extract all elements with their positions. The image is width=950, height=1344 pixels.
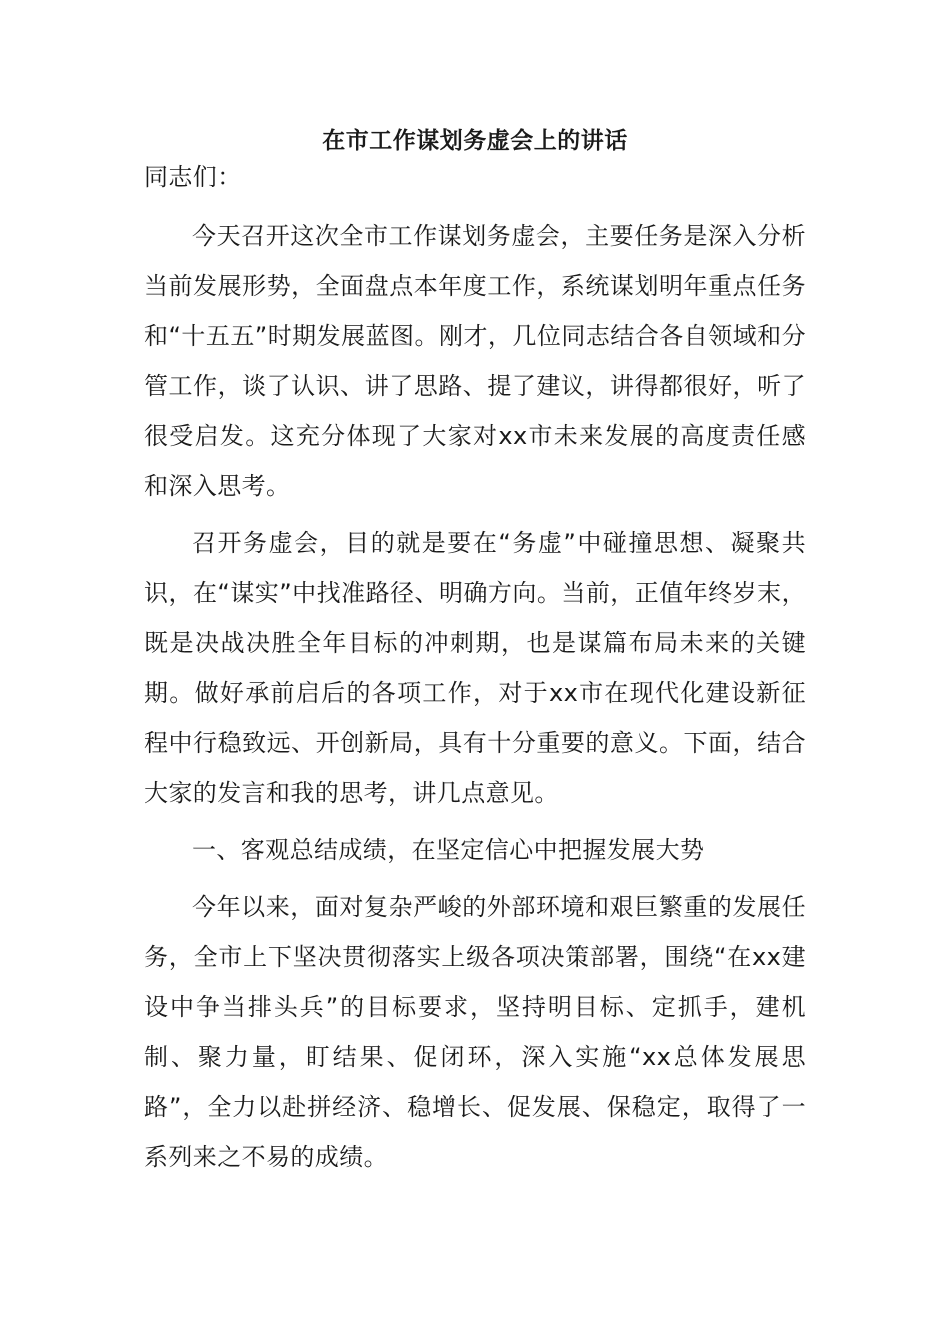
section-heading: 一、客观总结成绩，在坚定信心中把握发展大势 bbox=[192, 836, 705, 864]
paragraph-purpose: 召开务虚会，目的就是要在“务虚”中碰撞思想、凝聚共识，在“谋实”中找准路径、明确方向。当前，正值年终岁末，既是决战决胜全年目标的冲刺期，也是谋篇布局未来的关键期。做好承前启后的各项工作，对于xx市在现代化建设新征程中行稳致远、开创新局，具有十分重要的意义。下面，结合大家的发言和我的思考，讲几点意见。 bbox=[144, 529, 806, 807]
paragraph-achievements: 今年以来，面对复杂严峻的外部环境和艰巨繁重的发展任务，全市上下坚决贯彻落实上级各项决策部署，围绕“在xx建设中争当排头兵”的目标要求，坚持明目标、定抓手，建机制、聚力量，盯结果、促闭环，深入实施“xx总体发展思路”，全力以赴拼经济、稳增长、促发展、保稳定，取得了一系列来之不易的成绩。 bbox=[144, 893, 806, 1171]
document-body bbox=[144, 152, 806, 1189]
document-title: 在市工作谋划务虚会上的讲话 bbox=[322, 128, 628, 154]
salutation: 同志们： bbox=[144, 163, 242, 191]
paragraph-opening: 今天召开这次全市工作谋划务虚会，主要任务是深入分析当前发展形势，全面盘点本年度工作，系统谋划明年重点任务和“十五五”时期发展蓝图。刚才，几位同志结合各自领域和分管工作，谈了认识、讲了思路、提了建议，讲得都很好，听了很受启发。这充分体现了大家对xx市未来发展的高度责任感和深入思考。 bbox=[144, 222, 806, 500]
